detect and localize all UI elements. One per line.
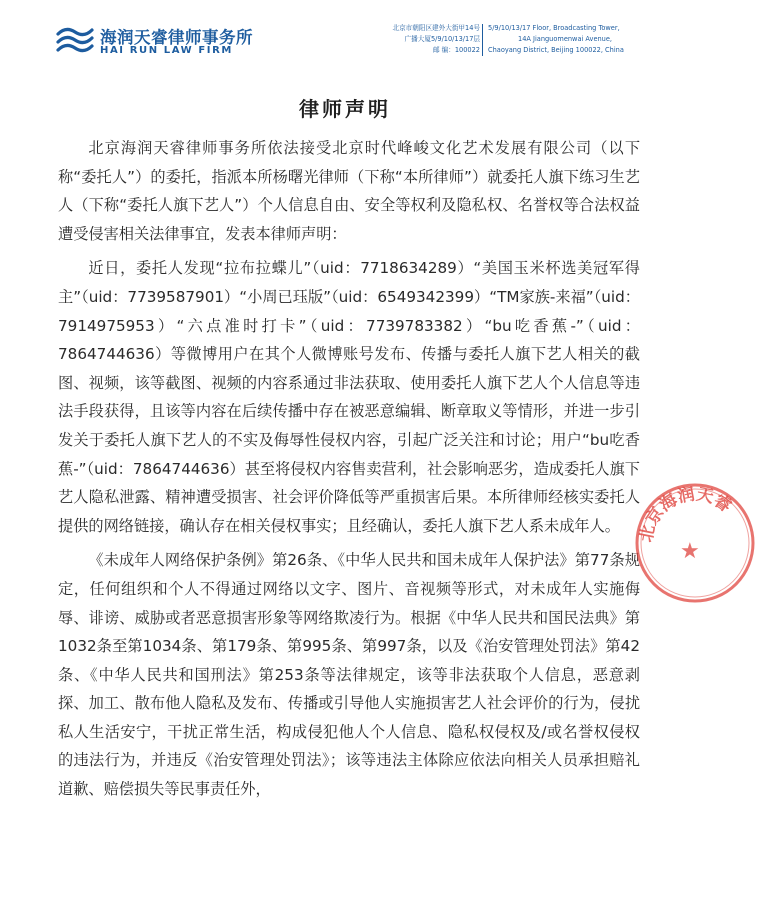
- paragraph-legal-basis: 《未成年人网络保护条例》第26条、《中华人民共和国未成年人保护法》第77条规定，任何组织和个人不得通过网络以文字、图片、音视频等形式，对未成年人实施侮辱、诽谤、威胁或者恶意损害形象等网络欺凌行为。根据《中华人民共和国民法典》第1032条至第1034条、第179条、第995条、第997条，以及《治安管理处罚法》第42条、《中华人民共和国刑法》第253条等法律规定，该等非法获取个人信息，恶意剥探、加工、散布他人隐私及发布、传播或引导他人实施损害艺人社会评价的行为，侵扰私人生活安宁，干扰正常生活，构成侵犯他人个人信息、隐私权侵权及/或名誉权侵权的违法行为，并违反《治安管理处罚法》；该等违法主体除应依法向相关人员承担赔礼道歉、赔偿损失等民事责任外，: [58, 551, 640, 799]
- svg-text:北京海润天睿: 北京海润天睿: [636, 484, 736, 544]
- firm-name-en: HAI RUN LAW FIRM: [100, 45, 233, 56]
- address-en-line: 5/9/10/13/17 Floor, Broadcasting Tower,: [488, 24, 620, 32]
- statement-body: [58, 134, 640, 804]
- address-en-line: Chaoyang District, Beijing 100022, China: [488, 46, 624, 54]
- address-divider: [482, 24, 483, 56]
- address-cn-line: 北京市朝阳区建外大街甲14号: [392, 24, 480, 32]
- address-cn-line: 广播大厦5/9/10/13/17层: [404, 35, 480, 43]
- paragraph-intro: 北京海润天睿律师事务所依法接受北京时代峰峻文化艺术发展有限公司（以下称“委托人”）的委托，指派本所杨曙光律师（下称“本所律师”）就委托人旗下练习生艺人（下称“委托人旗下艺人”）个人信息自由、安全等权利及隐私权、名誉权等合法权益遭受侵害相关法律事宜，发表本律师声明：: [58, 139, 640, 243]
- red-seal-stamp: [630, 478, 760, 608]
- address-en: [488, 23, 638, 56]
- waves-logo-icon: [56, 24, 94, 58]
- paragraph-facts: 近日，委托人发现“拉布拉蝶儿”（uid：7718634289）“美国玉米杯选美冠军得主”（uid：7739587901）“小周已珏版”（uid：6549342399）“TM家族-来福”（uid：7914975953）“六点准时打卡”（uid：7739783382）“bu吃香蕉-”（uid：7864744636）等微博用户在其个人微博账号发布、传播与委托人旗下艺人相关的截图、视频，该等截图、视频的内容系通过非法获取、使用委托人旗下艺人个人信息等违法手段获得，且该等内容在后续传播中存在被恶意编辑、断章取义等情形，并进一步引发关于委托人旗下艺人的不实及侮辱性侵权内容，引起广泛关注和讨论；用户“bu吃香蕉-”（uid：7864744636）甚至将侵权内容售卖营利，社会影响恶劣，造成委托人旗下艺人隐私泄露、精神遭受损害、社会评价降低等严重损害后果。本所律师经核实委托人提供的网络链接，确认存在相关侵权事实；且经确认，委托人旗下艺人系未成年人。: [58, 259, 640, 535]
- letterhead: [0, 0, 690, 80]
- address-cn-line: 邮 编：100022: [432, 46, 480, 54]
- address-en-line: 14A Jianguomenwai Avenue,: [518, 35, 613, 43]
- document-title: 律师声明: [299, 97, 391, 121]
- address-cn: [330, 23, 480, 56]
- firm-name-cn: 海润天睿律师事务所: [100, 28, 253, 47]
- svg-text:★: ★: [680, 539, 700, 564]
